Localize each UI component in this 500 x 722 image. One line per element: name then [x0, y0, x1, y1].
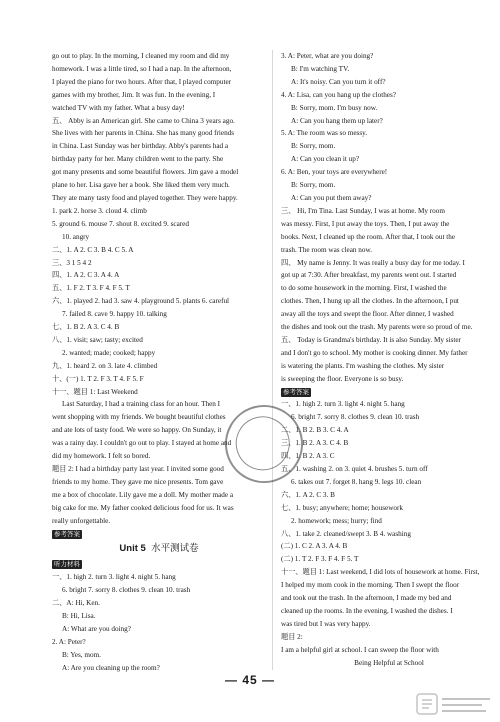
- text-line: 三、3 1 5 4 2: [52, 258, 92, 267]
- text-line: got many presents and some beautiful flowers. Jim gave a model: [52, 168, 239, 177]
- text-line: birthday party for her. Many children went to the party. She: [52, 155, 224, 164]
- text-line: B: Yes, mom.: [62, 650, 101, 659]
- text-line: 七、1. busy; anywhere; home; housework: [281, 503, 403, 512]
- listening-tag-line: [52, 558, 266, 571]
- text-line: A: Are you cleaning up the room?: [62, 663, 160, 672]
- text-line: 5. A: The room was so messy.: [281, 129, 368, 138]
- text-line: 五、 Today is Grandma's birthday. It is also Sunday. My sister: [281, 335, 461, 344]
- text-line: 3. A: Peter, what are you doing?: [281, 52, 374, 60]
- text-line: 八、1. take 2. cleaned/swept 3. B 4. washing: [281, 529, 411, 538]
- text-line: friends to my home. They gave me nice presents. Tom gave: [52, 477, 224, 486]
- text-line: cleaned up the rooms. In the evening, I washed the dishes. I: [281, 606, 453, 615]
- right-answer-lines: [281, 398, 497, 656]
- text-line: 题目 2:: [281, 632, 303, 641]
- text-line: A: Can you put them away?: [291, 193, 372, 202]
- text-line: B: Sorry, mom.: [291, 181, 336, 190]
- column-divider: [272, 50, 273, 670]
- text-line: big cake for me. My father cooked delicious food for us. It was: [52, 503, 234, 512]
- text-line: 八、1. visit; saw; tasty; excited: [52, 335, 143, 344]
- text-line: was messy. First, I put away the toys. Then, I put away the: [281, 219, 450, 228]
- text-line: 四、 My name is Jenny. It was really a busy day for me today. I: [281, 258, 465, 267]
- text-line: was a rainy day. I couldn't go out to play. I stayed at home and: [52, 439, 232, 448]
- text-line: books. Next, I cleaned up the room. After that, I took out the: [281, 232, 456, 241]
- text-line: I played the piano for two hours. After that, I played computer: [52, 77, 232, 86]
- text-line: 七、1. B 2. A 3. C 4. B: [52, 323, 120, 332]
- text-line: 6. A: Ben, your toys are everywhere!: [281, 168, 388, 177]
- text-line: 三、 Hi, I'm Tina. Last Sunday, I was at home. My room: [281, 206, 445, 215]
- text-line: 三、1. B 2. A 3. C 4. B: [281, 439, 349, 448]
- text-line: 2. wanted; made; cooked; happy: [62, 348, 156, 357]
- text-line: (二) 1. T 2. F 3. F 4. F 5. T: [281, 555, 359, 564]
- text-line: the dishes and took out the trash. My parents were so proud of me.: [281, 323, 473, 332]
- unit-subtitle: 水平测试卷: [151, 543, 199, 555]
- text-line: They ate many tasty food and played together. They were happy.: [52, 193, 238, 202]
- right-column: [281, 50, 497, 670]
- text-line: She lives with her parents in China. She has many good friends: [52, 129, 235, 138]
- text-line: 十一、题目 1: Last Weekend: [52, 387, 138, 396]
- text-line: and ate lots of tasty food. We were so happy. On Sunday, it: [52, 426, 222, 435]
- text-line: 二、A: Hi, Ken.: [52, 599, 100, 608]
- text-line: B: Sorry, mom.: [291, 142, 336, 151]
- text-line: me a box of chocolate. Lily gave me a doll. My mother made a: [52, 490, 234, 499]
- watermark-logo-icon: [416, 692, 494, 716]
- text-line: Last Saturday, I had a training class for an hour. Then I: [62, 400, 221, 409]
- text-line: is watering the plants. I'm washing the clothes. My sister: [281, 361, 445, 370]
- text-line: 四、1. A 2. C 3. A 4. A: [52, 271, 120, 280]
- text-line: 5. ground 6. mouse 7. shout 8. excited 9. scared: [52, 219, 189, 228]
- text-line: 2. A: Peter?: [52, 637, 86, 646]
- text-line: 一、1. high 2. turn 3. light 4. night 5. hang: [52, 573, 176, 582]
- unit-name: Unit 5: [119, 543, 146, 555]
- text-line: B: Hi, Lisa.: [62, 612, 96, 621]
- answer-tag-right: 参考答案: [283, 388, 309, 396]
- text-line: 十、(一) 1. T 2. F 3. T 4. F 5. F: [52, 374, 144, 383]
- text-line: is sweeping the floor. Everyone is so busy.: [281, 374, 404, 383]
- text-line: A: Can you clean it up?: [291, 155, 360, 164]
- text-line: 4. A: Lisa, can you hang up the clothes?: [281, 90, 396, 99]
- text-line: homework. I was a little tired, so I had a nap. In the afternoon,: [52, 64, 232, 73]
- text-line: 6. bright 7. sorry 8. clothes 9. clean 10. trash: [291, 413, 420, 422]
- page-number: — 45 —: [224, 673, 275, 687]
- text-line: watched TV with my father. What a busy day!: [52, 103, 185, 112]
- text-line: trash. The room was clean now.: [281, 245, 373, 254]
- essay-title: Being Helpful at School: [354, 658, 424, 667]
- text-line: go out to play. In the morning, I cleaned my room and did my: [52, 52, 230, 60]
- text-line: B: Sorry, mom. I'm busy now.: [291, 103, 378, 112]
- text-line: in China. Last Sunday was her birthday. Abby's parents had a: [52, 142, 229, 151]
- right-answer-tag-line: [281, 386, 497, 399]
- text-line: really unforgettable.: [52, 516, 111, 525]
- text-line: went shopping with my friends. We bought beautiful clothes: [52, 413, 226, 422]
- text-line: B: I'm watching TV.: [291, 64, 350, 73]
- left-answer-tag-line: [52, 528, 266, 541]
- text-line: clothes. Then, I hung up all the clothes. In the afternoon, I put: [281, 297, 459, 306]
- text-line: 四、1. B 2. A 3. C: [281, 452, 335, 461]
- text-line: 题目 2: I had a birthday party last year. I invited some good: [52, 465, 224, 473]
- text-line: games with my brother, Jim. It was fun. In the evening, I: [52, 90, 216, 99]
- text-line: I helped my mom cook in the morning. Then I swept the floor: [281, 581, 460, 590]
- text-line: away all the toys and swept the floor. After dinner, I washed: [281, 310, 454, 319]
- text-line: A: It's noisy. Can you turn it off?: [291, 77, 386, 86]
- unit-title: [52, 542, 266, 556]
- text-line: plane to her. Lisa gave her a book. She liked them very much.: [52, 181, 230, 190]
- text-line: 1. park 2. horse 3. cloud 4. climb: [52, 206, 147, 215]
- right-lines: [281, 50, 497, 386]
- listening-lines: [52, 571, 266, 674]
- text-line: 10. angry: [62, 232, 90, 241]
- text-line: 7. failed 8. cave 9. happy 10. talking: [62, 310, 167, 319]
- text-line: 十一、题目 1: Last weekend, I did lots of housework at home. First,: [281, 568, 480, 577]
- text-line: 九、1. heard 2. on 3. late 4. climbed: [52, 361, 158, 370]
- text-line: 六、1. played 2. had 3. saw 4. playground 5. plants 6. careful: [52, 297, 230, 306]
- text-line: I am a helpful girl at school. I can sweep the floor with: [281, 645, 439, 654]
- text-line: 五、1. washing 2. on 3. quiet 4. brushes 5. turn off: [281, 465, 428, 473]
- text-line: 五、 Abby is an American girl. She came to China 3 years ago.: [52, 116, 235, 125]
- listening-tag: 听力材料: [54, 561, 80, 569]
- text-line: 6. takes out 7. forget 8. hang 9. legs 10. clean: [291, 477, 422, 486]
- text-line: 五、1. F 2. T 3. F 4. F 5. T: [52, 284, 130, 293]
- text-line: (二) 1. C 2. A 3. A 4. B: [281, 542, 348, 551]
- text-line: 6. bright 7. sorry 8. clothes 9. clean 10. trash: [62, 586, 191, 595]
- text-line: did my homework. I felt so bored.: [52, 452, 151, 461]
- text-line: was tired but I was very happy.: [281, 619, 371, 628]
- text-line: A: Can you hang them up later?: [291, 116, 383, 125]
- text-line: 2. homework; mess; hurry; find: [291, 516, 382, 525]
- answer-tag: 参考答案: [54, 530, 80, 538]
- text-line: and I don't go to school. My mother is cooking dinner. My father: [281, 348, 468, 357]
- text-line: 二、1. A 2. C 3. B 4. C 5. A: [52, 245, 134, 254]
- text-line: 一、1. high 2. turn 3. light 4. night 5. hang: [281, 400, 405, 409]
- text-line: 六、1. A 2. C 3. B: [281, 490, 335, 499]
- text-line: to do some housework in the morning. First, I washed the: [281, 284, 447, 293]
- text-line: A: What are you doing?: [62, 624, 131, 633]
- text-line: got up at 7:30. After breakfast, my parents went out. I started: [281, 271, 457, 280]
- text-line: and took out the trash. In the afternoon, I made my bed and: [281, 594, 452, 603]
- text-line: 二、1. B 2. B 3. C 4. A: [281, 426, 349, 435]
- left-column: [52, 50, 266, 675]
